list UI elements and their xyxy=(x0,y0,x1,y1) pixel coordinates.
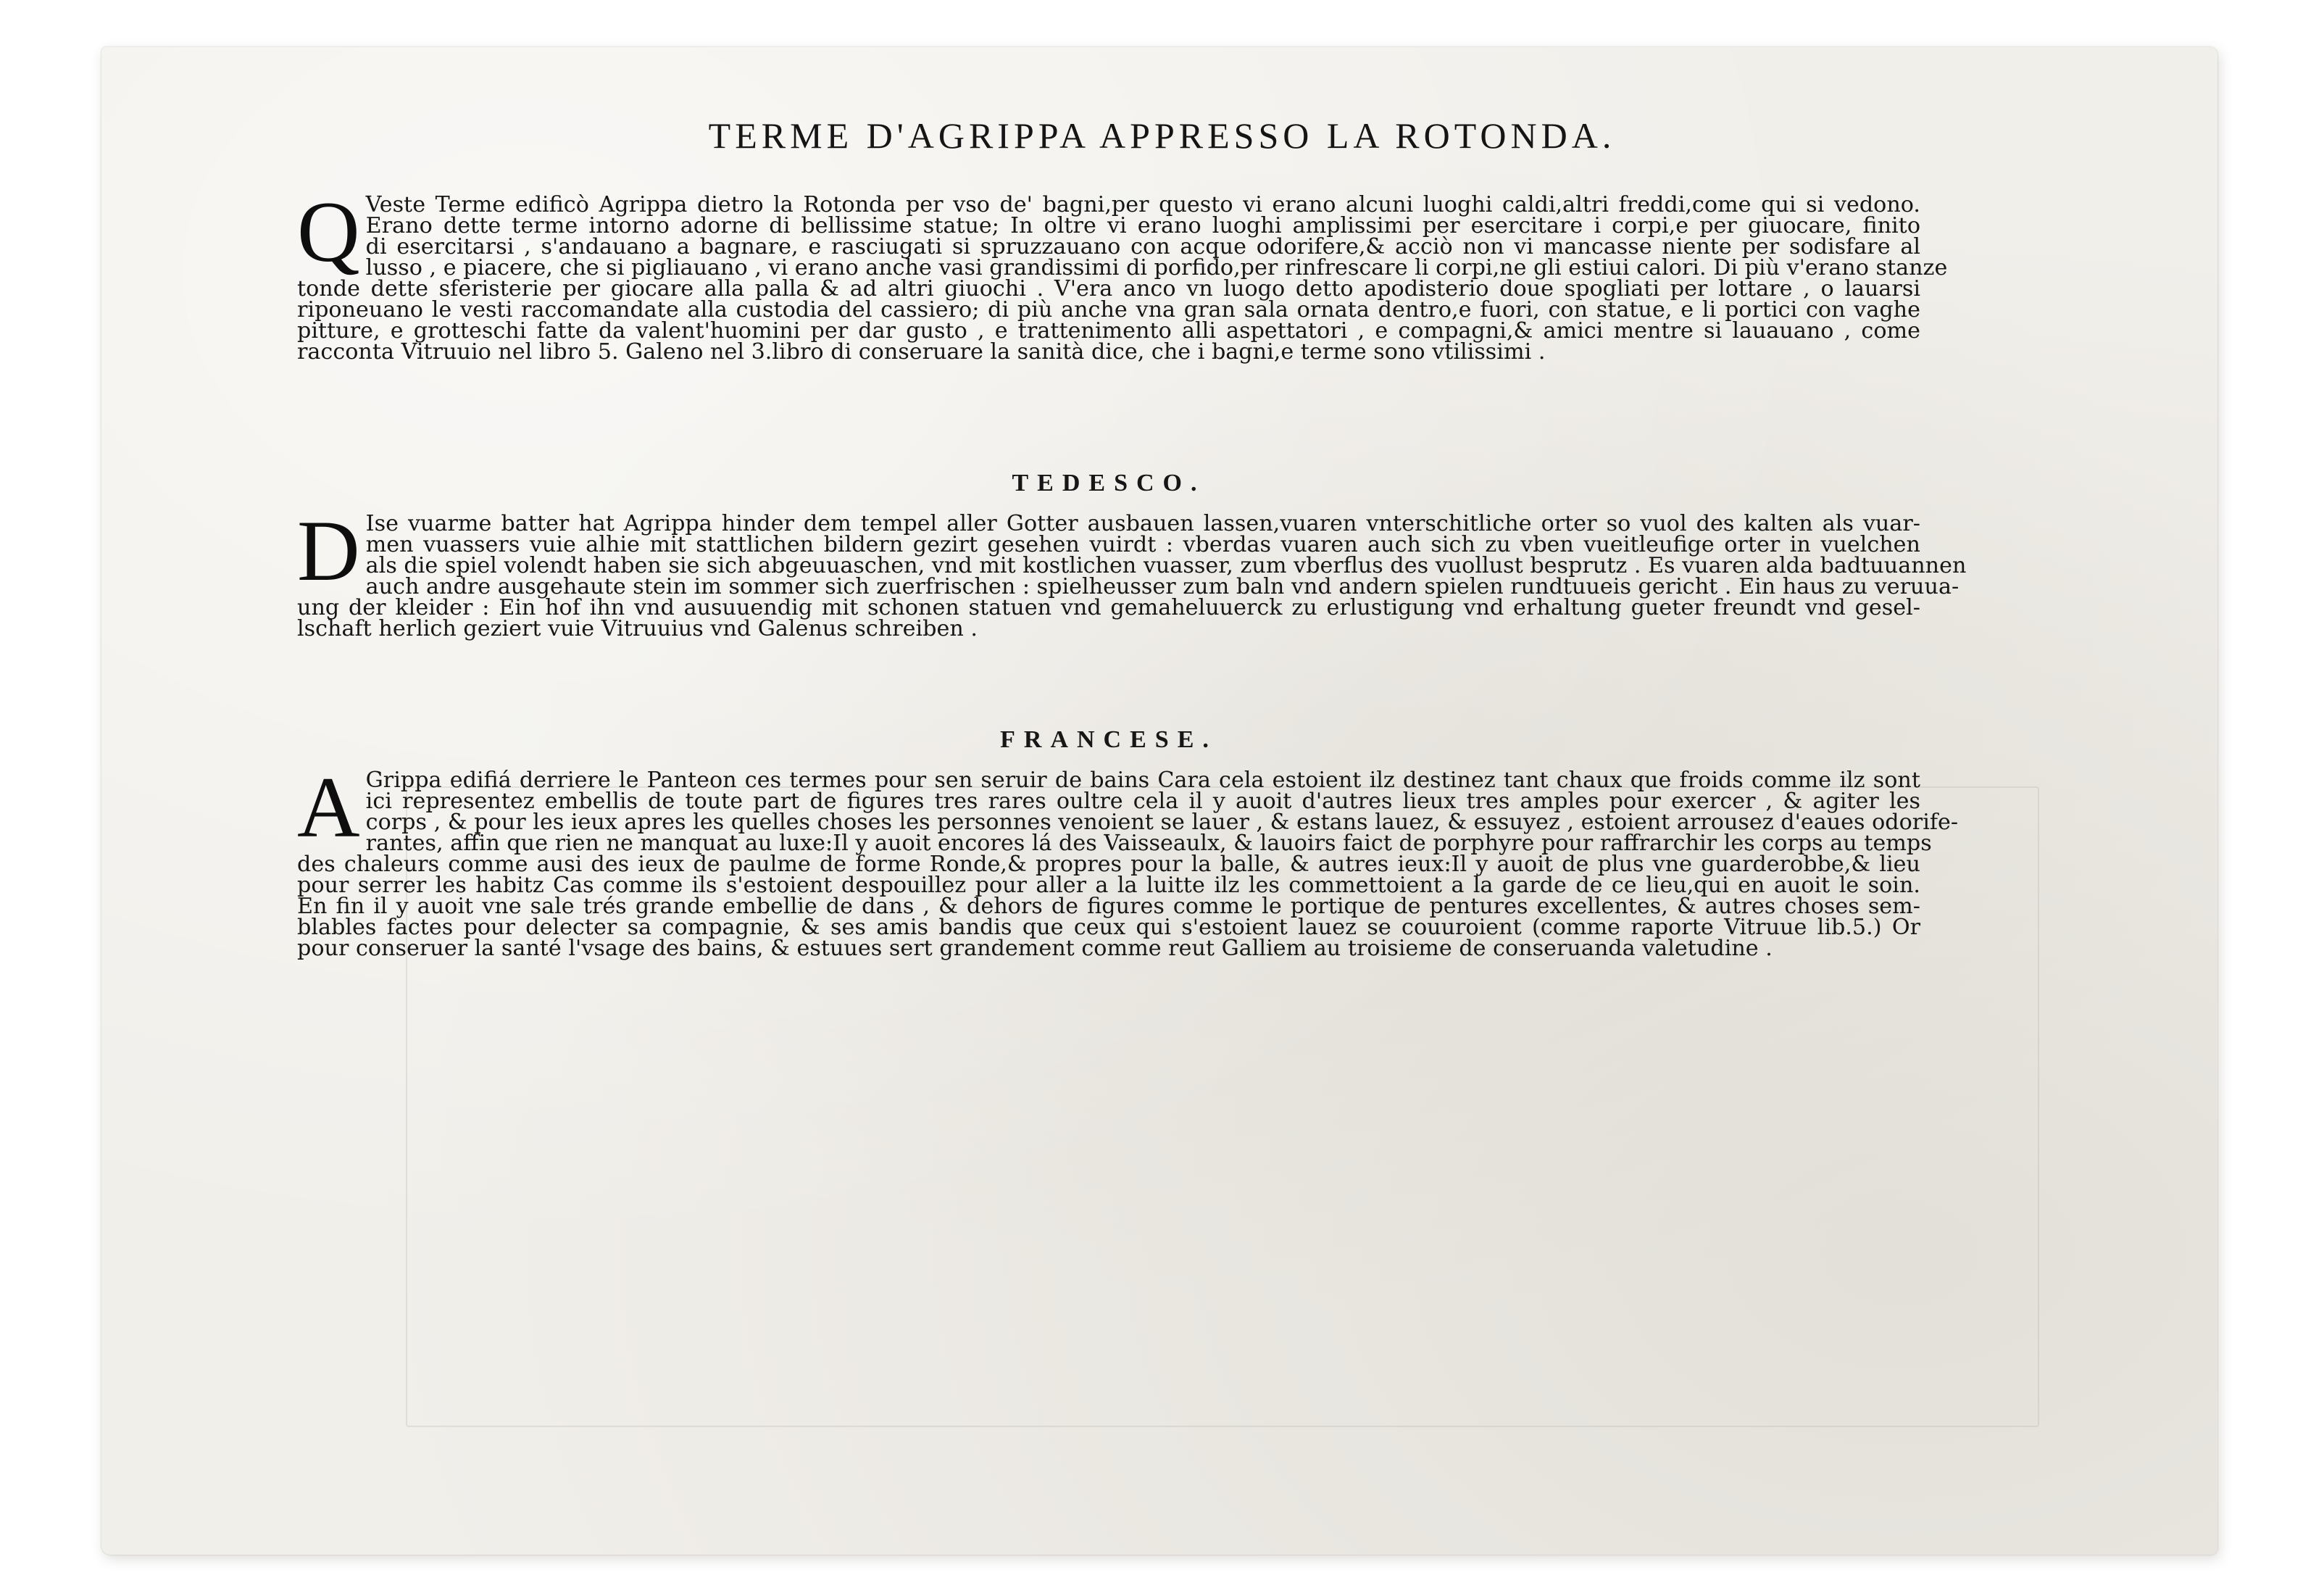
text-line: di esercitarsi , s'andauano a bagnare, e rasciugati si spruzzauano con acque odorifere,& acciò non vi mancasse niente per sodisfare al xyxy=(365,234,1920,259)
text-line: Veste Terme edificò Agrippa dietro la Rotonda per vso de' bagni,per questo vi erano alcuni luoghi caldi,altri freddi,come qui si vedono. xyxy=(365,192,1920,217)
section-italian xyxy=(297,183,1948,365)
text-line: ici representez embellis de toute part de figures tres rares oultre cela il y auoit d'autres lieux tres amples pour exercer , & agiter les xyxy=(365,789,1920,814)
text-line: auch andre ausgehaute stein im sommer sich zuerfrischen : spielheusser zum baln vnd andern spielen rundtuueis gericht . Ein haus zu veruua- xyxy=(365,574,1959,599)
text-line: lusso , e piacere, che si pigliauano , vi erano anche vasi grandissimi di porfido,per rinfrescare li corpi,ne gli estiui calori. Di più v'erano stanze xyxy=(365,255,1948,280)
paragraph-french xyxy=(297,759,1959,961)
text-line: racconta Vitruuio nel libro 5. Galeno nel 3.libro di conseruare la sanità dice, che i bagni,e terme sono vtilissimi . xyxy=(297,339,1546,365)
section-french xyxy=(297,726,1959,961)
paragraph-german xyxy=(297,502,1967,641)
section-german xyxy=(297,470,1967,641)
text-line: pour serrer les habitz Cas comme ils s'estoient despouillez pour aller a la luitte ilz les commettoient a la garde de ce lieu,qui en auoit le soin. xyxy=(297,873,1920,898)
text-line: ung der kleider : Ein hof ihn vnd ausuuendig mit schonen statuen vnd gemaheluuerck zu erlustigung vnd erhaltung gueter freundt vnd gesel- xyxy=(297,595,1920,620)
text-line: tonde dette sferisterie per giocare alla palla & ad altri giuochi . V'era anco vn luogo detto apodisterio doue spogliati per lottare , o lauarsi xyxy=(297,276,1920,302)
text-line: als die spiel volendt haben sie sich abgeuuaschen, vnd mit kostlichen vuasser, zum vberflus des vuollust besprutz . Es vuaren alda badtuuannen xyxy=(365,553,1967,578)
text-line: En fin il y auoit vne sale trés grande embellie de dans , & dehors de figures comme le portique de pentures excellentes, & autres choses sem- xyxy=(297,894,1920,919)
drop-cap: A xyxy=(297,759,360,855)
text-line: riponeuano le vesti raccomandate alla custodia del cassiero; di più anche vna gran sala ornata dentro,e fuori, con statue, e li portici con vaghe xyxy=(297,297,1920,323)
text-line: lschaft herlich geziert vuie Vitruuius vnd Galenus schreiben . xyxy=(297,616,978,641)
paragraph-italian xyxy=(297,183,1948,365)
text-line: rantes, affin que rien ne manquat au luxe:Il y auoit encores lá des Vaisseaulx, & lauoirs faict de porphyre pour raffrarchir les corps au temps xyxy=(365,831,1932,856)
drop-cap: Q xyxy=(297,183,360,280)
text-line: corps , & pour les ieux apres les quelles choses les personnes venoient se lauer , & estans lauez, & essuyez , estoient arrousez d'eaues odorife- xyxy=(365,810,1959,835)
drop-cap: D xyxy=(297,502,360,599)
text-line: Erano dette terme intorno adorne di bellissime statue; In oltre vi erano luoghi amplissimi per esercitare i corpi,e per giuocare, finito xyxy=(365,213,1920,238)
section-heading: TEDESCO. xyxy=(1012,470,1206,496)
text-line: Ise vuarme batter hat Agrippa hinder dem tempel aller Gotter ausbauen lassen,vuaren vnterschitliche orter so vuol des kalten als vuar- xyxy=(365,511,1920,536)
text-line: men vuassers vuie alhie mit stattlichen bildern gezirt gesehen vuirdt : vberdas vuaren auch sich zu vben vueitleufige orter in vuelchen xyxy=(365,532,1920,557)
page-title: TERME D'AGRIPPA APPRESSO LA ROTONDA. xyxy=(708,115,1616,156)
text-line: des chaleurs comme ausi des ieux de paulme de forme Ronde,& propres pour la balle, & autres ieux:Il y auoit de plus vne guarderobbe,& lieu xyxy=(297,852,1920,877)
text-line: pour conseruer la santé l'vsage des bains, & estuues sert grandement comme reut Galliem au troisieme de conseruanda valetudine . xyxy=(297,936,1773,961)
text-line: blables factes pour delecter sa compagnie, & ses amis bandis que ceux qui s'estoient lauez se couuroient (comme raporte Vitruue lib.5.) Or xyxy=(297,915,1920,940)
text-line: pitture, e grotteschi fatte da valent'huomini per dar gusto , e trattenimento alli aspettatori , e compagni,& amici mentre si lauauano , come xyxy=(297,318,1920,344)
text-line: Grippa edifiá derriere le Panteon ces termes pour sen seruir de bains Cara cela estoient ilz destinez tant chaux que froids comme ilz sont xyxy=(365,768,1920,793)
section-heading: FRANCESE. xyxy=(1000,726,1217,753)
